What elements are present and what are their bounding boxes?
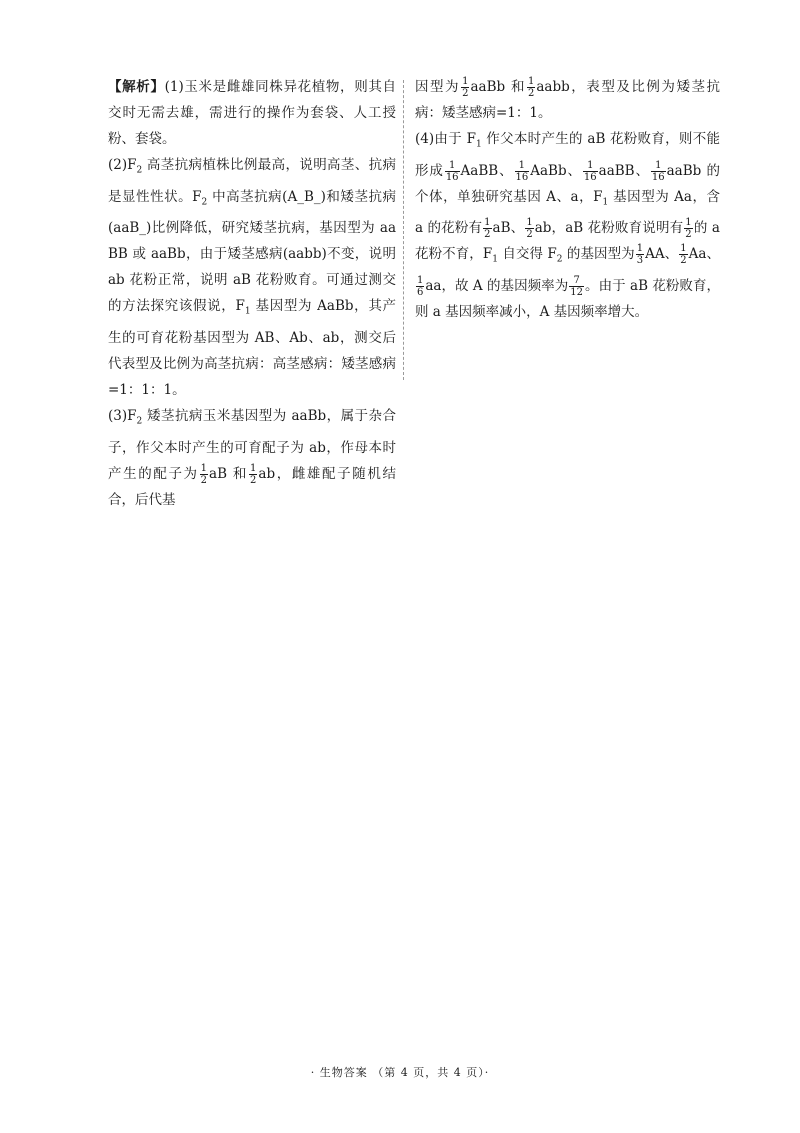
fraction: $\frac{1}{2}$ [484, 217, 491, 241]
fraction: $\frac{1}{16}$ [651, 159, 665, 183]
analysis-label: 【解析】 [108, 79, 165, 95]
fraction: $\frac{1}{6}$ [417, 275, 424, 299]
right-column [415, 74, 720, 325]
fraction: $\frac{1}{2}$ [527, 76, 535, 99]
fraction: $\frac{1}{2}$ [680, 243, 687, 267]
answer-part-3-continued: 因型为 $\frac{1}{2}$ aaBb 和 $\frac{1}{2}$ aabb，表型及比例为矮茎抗病：矮茎感病=1：1。 [415, 76, 721, 121]
fraction: $\frac{1}{16}$ [445, 159, 459, 183]
fraction: $\frac{1}{16}$ [583, 159, 597, 183]
fraction: $\frac{1}{2}$ [462, 76, 469, 99]
fraction: $\frac{1}{2}$ [685, 217, 692, 241]
left-column [108, 74, 396, 513]
answer-part-1: 【解析】(1)玉米是雌雄同株异花植物，则其自交时无需去雄，需进行的操作为套袋、人工授粉、套袋。 [108, 79, 397, 147]
fraction: $\frac{1}{2}$ [250, 462, 257, 486]
answer-part-3: $(3)F_2$ 矮茎抗病玉米基因型为 aaBb，属于杂合子，作父本时产生的可育配子为 ab，作母本时产生的配子为 $\frac{1}{2}$ aB 和 $\frac{1}{2}$ ab，雌雄配子随机结合，后代基 [108, 408, 396, 508]
answer-part-2: $(2)F_2$ 高茎抗病植株比例最高，说明高茎、抗病是显性性状。$F_2$ 中高茎抗病(A_B_)和矮茎抗病(aaB_)比例降低，研究矮茎抗病，基因型为 aaBB 或 aaBb，由于矮茎感病(aabb)不变，说明 ab 花粉正常，说明 aB 花粉败育。可通过测交的方法探究该假说，$F_1$ 基因型为 AaBb，其产生的可育花粉基因型为 AB、Ab、ab，测交后代表型及比例为高茎抗病：高茎感病：矮茎感病=1：1：1。 [108, 157, 396, 399]
fraction: $\frac{1}{2}$ [200, 462, 208, 486]
fraction: $\frac{1}{3}$ [636, 243, 644, 267]
fraction: $\frac{1}{16}$ [515, 159, 529, 183]
page-footer: · 生物答案 （第 4 页，共 4 页）· [310, 1066, 490, 1079]
answer-part-4: (4)由于 $F_1$ 作父本时产生的 aB 花粉败育，则不能形成 $\frac{1}{16}$ AaBB、 $\frac{1}{16}$ AaBb、 $\frac{1}{16}$ aaBB、 $\frac{1}{16}$ aaBb 的个体，单独研究基因 A、a，$F_1$ 基因型为 Aa，含 a 的花粉有 $\frac{1}{2}$ aB、 $\frac{1}{2}$ ab，aB 花粉败育说明有 $\frac{1}{2}$ 的 a 花粉不育，$F_1$ 自交得 $F_2$ 的基因型为 $\frac{1}{3}$ AA、 $\frac{1}{2}$ Aa、 $\frac{1}{6}$ aa，故 A 的基因频率为 $\frac{7}{12}$ 。由于 aB 花粉败育，则 a 基因频率减小，A 基因频率增大。 [415, 131, 721, 321]
fraction: $\frac{1}{2}$ [526, 217, 533, 241]
column-divider [403, 80, 404, 380]
fraction: $\frac{7}{12}$ [570, 275, 584, 299]
